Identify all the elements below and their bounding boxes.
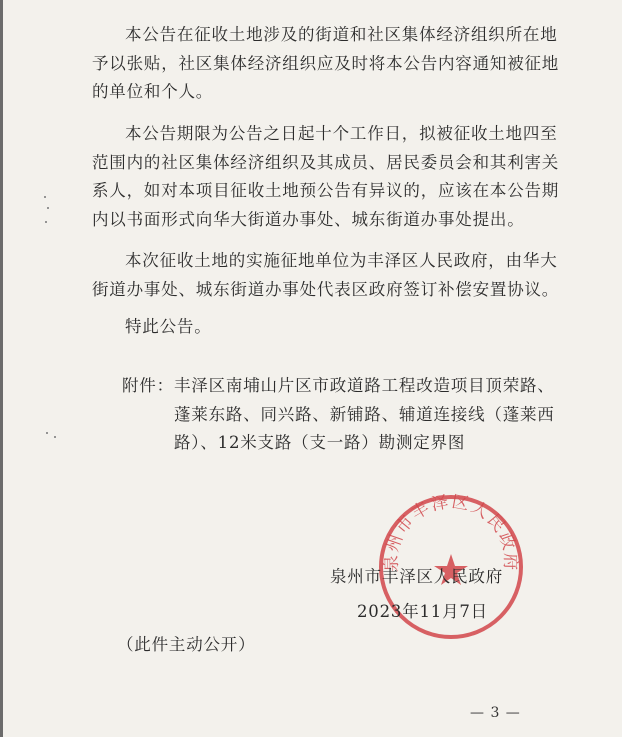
page-number: — 3 — [470, 705, 521, 721]
paragraph-objection-period: 本公告期限为公告之日起十个工作日，拟被征收土地四至范围内的社区集体经济组织及其成员、居民委员会和其利害关系人，如对本项目征收土地预公告有异议的，应该在本公告期内以书面形式向华大街道办事处、城东街道办事处提出。 [92, 124, 560, 229]
attachment-label: 附件： [122, 376, 174, 395]
scan-speck [44, 196, 46, 198]
signature-org: 泉州市丰泽区人民政府 [330, 567, 503, 586]
paragraph-posting: 本公告在征收土地涉及的街道和社区集体经济组织所在地予以张贴，社区集体经济组织应及时将本公告内容通知被征地的单位和个人。 [92, 25, 560, 101]
signature-date: 2023年11月7日 [357, 602, 488, 621]
seal-text: 泉州市丰泽区人民政府 [381, 492, 521, 573]
attachment-block [122, 372, 562, 458]
public-note: （此件主动公开） [117, 635, 256, 654]
scan-speck [46, 432, 48, 434]
scan-border [0, 0, 3, 737]
scan-speck [47, 207, 49, 209]
attachment-text: 丰泽区南埔山片区市政道路工程改造项目顶荣路、蓬莱东路、同兴路、新铺路、辅道连接线（蓬莱西路）、12米支路（支一路）勘测定界图 [174, 376, 555, 452]
paragraph-closing: 特此公告。 [125, 317, 212, 336]
scan-speck [54, 436, 56, 438]
paragraph-implementing-unit: 本次征收土地的实施征地单位为丰泽区人民政府，由华大街道办事处、城东街道办事处代表区政府签订补偿安置协议。 [92, 251, 560, 299]
scan-speck [45, 221, 47, 223]
